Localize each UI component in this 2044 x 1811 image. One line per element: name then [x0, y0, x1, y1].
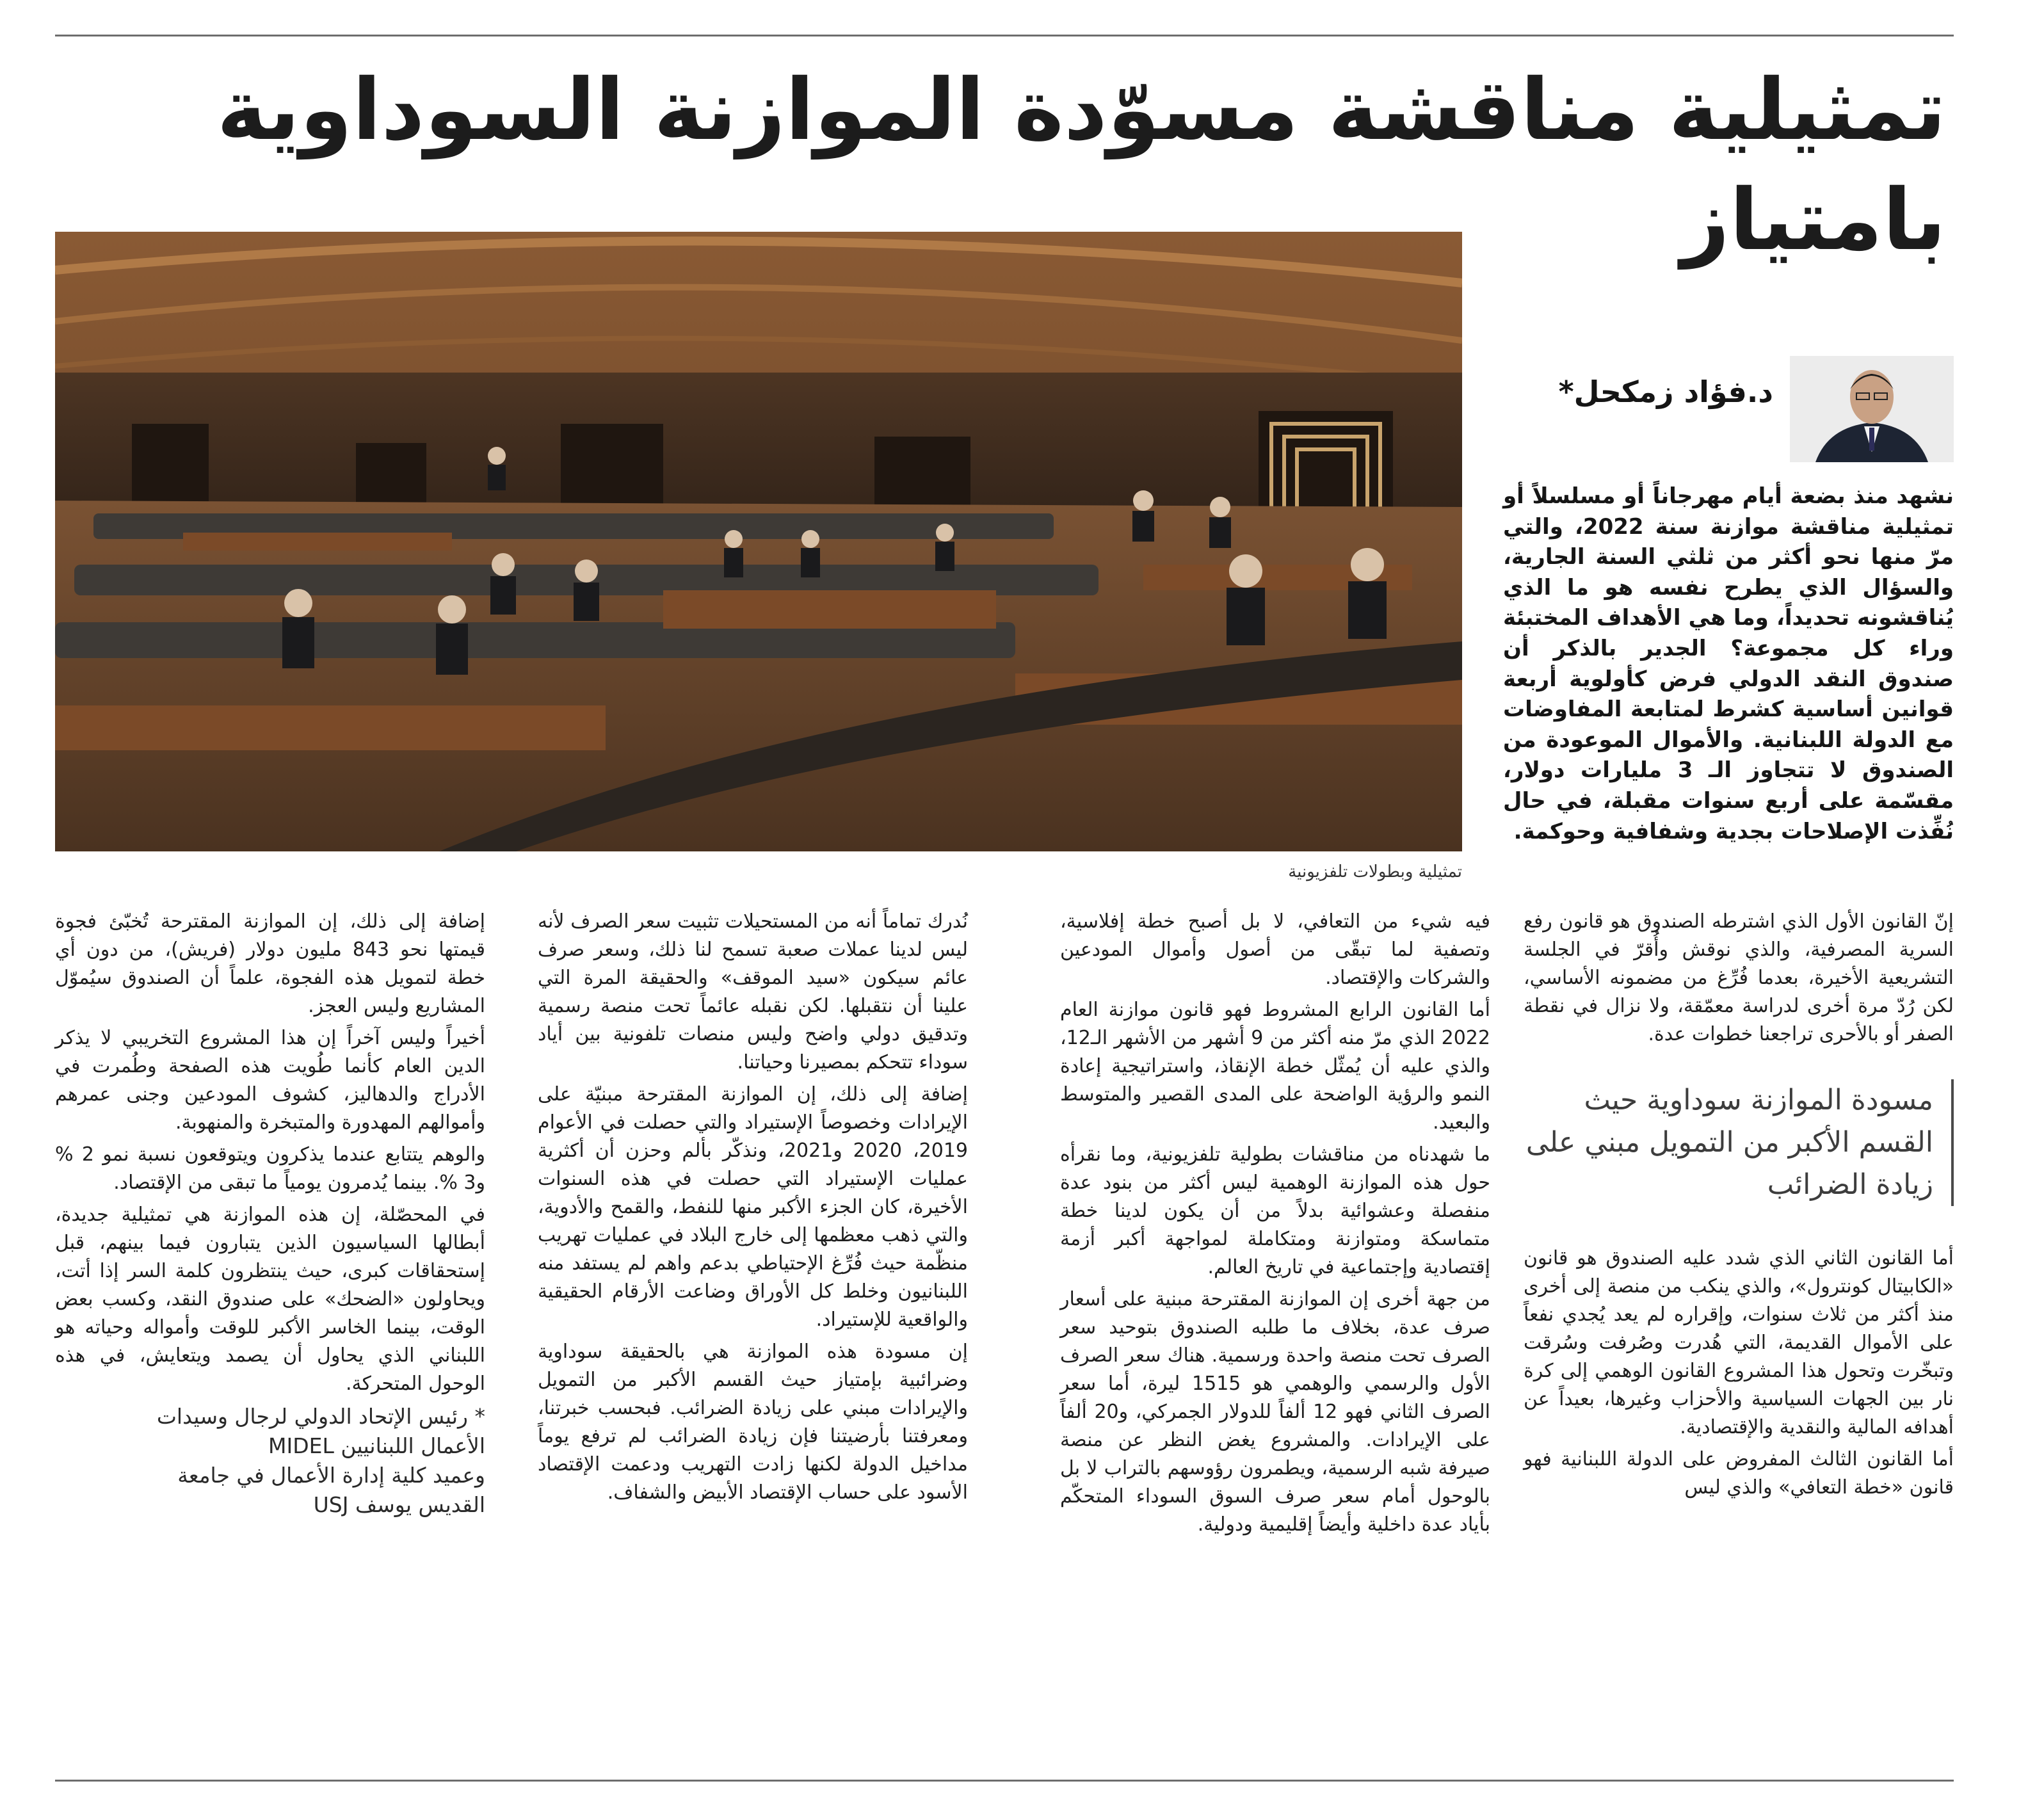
- paragraph: أما القانون الرابع المشروط فهو قانون موازنة العام 2022 الذي مرّ منه أكثر من 9 أشهر من الأشهر الـ12، والذي عليه أن يُمثّل خطة الإنقاذ، واستراتيجية إعادة النمو والرؤية الواضحة على المدى القصير والمتوسط والبعيد.: [1060, 999, 1490, 1134]
- article-column-3: [538, 908, 968, 1511]
- paragraph: من جهة أخرى إن الموازنة المقترحة مبنية على أسعار صرف عدة، بخلاف ما طلبه الصندوق بتوحيد سعر الصرف تحت منصة واحدة ورسمية. هناك سعر الصرف الأول والرسمي والوهمي هو 1515 ليرة، أما سعر الصرف الثاني فهو 12 ألفاً للدولار الجمركي، و20 ألفاً على الإيرادات. والمشروع يغض النظر عن منصة صيرفة شبه الرسمية، ويطمرون رؤوسهم بالتراب لا بل بالوحول أمام سعر صرف السوق السوداء المتحكّم بأياد عدة داخلية وأيضاً إقليمية ودولية.: [1060, 1288, 1490, 1536]
- photo-caption: تمثيلية وبطولات تلفزيونية: [1288, 862, 1462, 881]
- footnote-line: القديس يوسف USJ: [313, 1492, 485, 1517]
- author-footnote: [55, 1402, 485, 1520]
- author-portrait: [1790, 356, 1954, 462]
- paragraph: نُدرك تماماً أنه من المستحيلات تثبيت سعر الصرف لأنه ليس لدينا عملات صعبة تسمح لنا ذلك، وسعر صرف عائم سيكون «سيد الموقف» والحقيقة المرة التي علينا أن نتقبلها. لكن نقبله عائماً تحت منصة رسمية وتدقيق دولي واضح وليس منصات تلفونية بين أياد سوداء تتحكم بمصيرنا وحياتنا.: [538, 910, 968, 1074]
- parliament-session-photo: [55, 232, 1462, 851]
- paragraph: إضافة إلى ذلك، إن الموازنة المقترحة مبنيّة على الإيرادات وخصوصاً الإستيراد والتي حصلت في الأعوام 2019، 2020 و2021، ونذكّر بألم وحزن أن أكثرية عمليات الإستيراد التي حصلت في هذه السنوات الأخيرة، كان الجزء الأكبر منها للنفط، والقمح والأدوية، والتي ذهب معظمها إلى خارج البلاد في عمليات تهريب منظّمة حيث فُرِّغ الإحتياطي بدعم واهم لم يستفد منه اللبنانيون وخلط كل الأوراق وضاعت الأرقام الحقيقية والواقعية للإستيراد.: [538, 1083, 968, 1331]
- top-rule: [55, 35, 1954, 36]
- paragraph: أما القانون الثالث المفروض على الدولة اللبنانية فهو قانون «خطة التعافي» والذي ليس: [1524, 1448, 1954, 1499]
- pull-quote: مسودة الموازنة سوداوية حيث القسم الأكبر من التمويل مبني على زيادة الضرائب: [1524, 1079, 1954, 1206]
- paragraph: أما القانون الثاني الذي شدد عليه الصندوق هو قانون «الكابيتال كونترول»، والذي ينكب من منصة إلى أخرى منذ أكثر من ثلاث سنوات، وإقراره لم يعد يُجدي نفعاً على الأموال القديمة، التي هُدرت وصُرفت وسُرقت وتبخّرت وتحول هذا المشروع القانون الوهمي إلى كرة نار بين الجهات السياسية والأحزاب وغيرها، بعيداً عن أهدافه المالية والنقدية والإقتصادية.: [1524, 1247, 1954, 1438]
- paragraph: إضافة إلى ذلك، إن الموازنة المقترحة تُخبّئ فجوة قيمتها نحو 843 مليون دولار (فريش)، من دون أي خطة لتمويل هذه الفجوة، علماً أن الصندوق سيُموّل المشاريع وليس العجز.: [55, 910, 485, 1017]
- headline: تمثيلية مناقشة مسوّدة الموازنة السوداوية بامتياز: [216, 61, 1946, 270]
- article-column-1: [1524, 908, 1954, 1506]
- paragraph: في المحصّلة، إن هذه الموازنة هي تمثيلية جديدة، أبطالها السياسيون الذين يتبارون فيما بينهم، قبل إستحقاقات كبرى، حيث ينتظرون كلمة السر إذا أتت، ويحاولون «الضحك» على صندوق النقد، وكسب بعض الوقت، بينما الخاسر الأكبر للوقت وأمواله وحياته هو اللبناني الذي يحاول أن يصمد ويتعايش، في هذه الوحول المتحركة.: [55, 1203, 485, 1395]
- paragraph: والوهم يتتابع عندما يذكرون ويتوقعون نسبة نمو 2 % و3 %. بينما يُدمرون يومياً ما تبقى من الإقتصاد.: [55, 1143, 485, 1194]
- paragraph: إن مسودة هذه الموازنة هي بالحقيقة سوداوية وضرائبية بإمتياز حيث القسم الأكبر من التمويل والإيرادات مبني على زيادة الضرائب. فبحسب خبرتنا، ومعرفتنا بأرضيتنا فإن زيادة الضرائب لم ترفع يوماً مداخيل الدولة لكنها زادت التهريب ودعمت الإقتصاد الأسود على حساب الإقتصاد الأبيض والشفاف.: [538, 1340, 968, 1504]
- intro-paragraph: نشهد منذ بضعة أيام مهرجاناً أو مسلسلاً أو تمثيلية مناقشة موازنة سنة 2022، والتي مرّ منها نحو أكثر من ثلثي السنة الجارية، والسؤال الذي يطرح نفسه هو ما الذي يُناقشونه تحديداً، وما هي الأهداف المختبئة وراء كل مجموعة؟ الجدير بالذكر أن صندوق النقد الدولي فرض كأولوية أربعة قوانين أساسية كشرط لمتابعة المفاوضات مع الدولة اللبنانية. والأموال الموعودة من الصندوق لا تتجاوز الـ 3 مليارات دولار، مقسّمة على أربع سنوات مقبلة، في حال نُفِّذت الإصلاحات بجدية وشفافية وحوكمة.: [1503, 483, 1954, 844]
- footnote-line: الأعمال اللبنانيين MIDEL: [268, 1433, 485, 1458]
- bottom-rule: [55, 1780, 1954, 1782]
- paragraph: فيه شيء من التعافي، لا بل أصبح خطة إفلاسية، وتصفية لما تبقّى من أصول وأموال المودعين والشركات والإقتصاد.: [1060, 910, 1490, 989]
- paragraph: إنّ القانون الأول الذي اشترطه الصندوق هو قانون رفع السرية المصرفية، والذي نوقش وأُقرّ في الجلسة التشريعية الأخيرة، بعدما فُرِّغ من مضمونه الأساسي، لكن رُدّ مرة أخرى لدراسة معمّقة، ولا نزال في نقطة الصفر أو بالأحرى تراجعنا خطوات عدة.: [1524, 910, 1954, 1045]
- article-column-4: [55, 908, 485, 1520]
- footnote-line: * رئيس الإتحاد الدولي لرجال وسيدات: [156, 1404, 485, 1429]
- article-column-2: [1060, 908, 1490, 1543]
- footnote-line: وعميد كلية إدارة الأعمال في جامعة: [177, 1463, 485, 1488]
- paragraph: أخيراً وليس آخراً إن هذا المشروع التخريبي لا يذكر الدين العام كأنما طُويت هذه الصفحة وطُمرت في الأدراج والدهاليز، كشوف المودعين وجنى عمرهم وأموالهم المهدورة والمتبخرة والمنهوبة.: [55, 1027, 485, 1134]
- author-name: د.فؤاد زمكحل*: [1558, 374, 1773, 409]
- paragraph: ما شهدناه من مناقشات بطولية تلفزيونية، وما نقرأه حول هذه الموازنة الوهمية ليس أكثر من بنود عدة منفصلة وعشوائية بدلاً من أن يكون لدينا خطة متماسكة ومتوازنة ومتكاملة لمواجهة أكبر أزمة إقتصادية وإجتماعية في تاريخ العالم.: [1060, 1143, 1490, 1278]
